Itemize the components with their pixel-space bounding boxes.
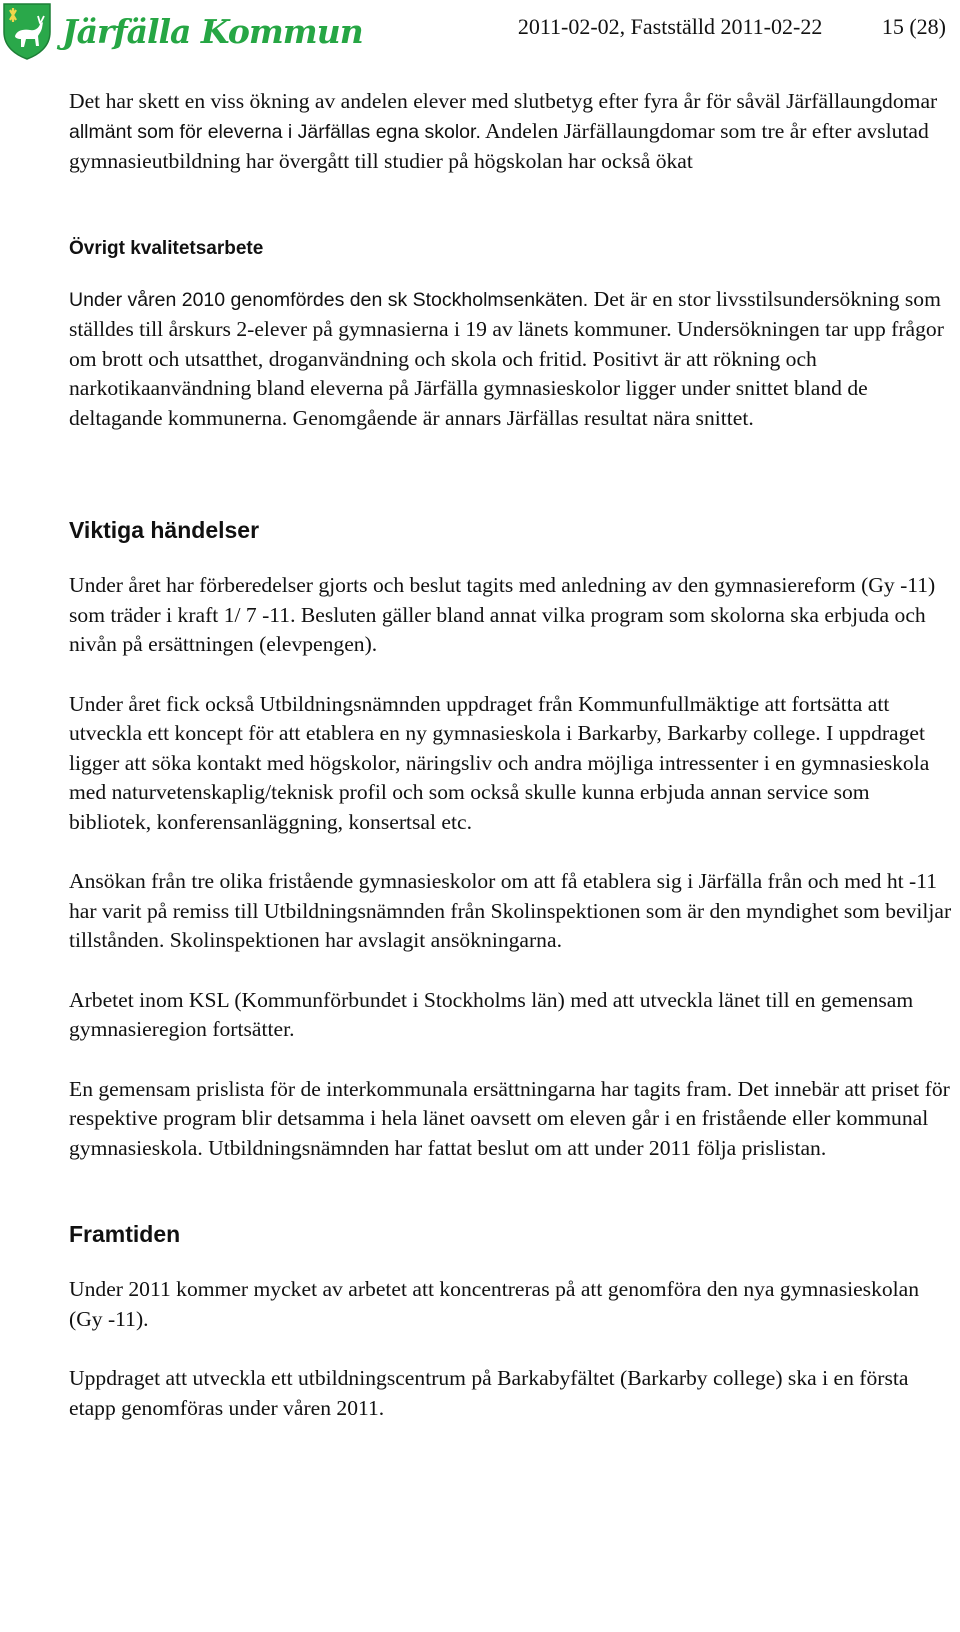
intro-text-b: allmänt som för eleverna i Järfällas egna skolor. xyxy=(69,120,481,143)
viktiga-paragraph-4: Arbetet inom KSL (Kommunförbundet i Stockholms län) med att utveckla länet till en gemensam gymnasieregion fortsätter. xyxy=(69,987,914,1041)
viktiga-paragraph-1: Under året har förberedelser gjorts och beslut tagits med anledning av den gymnasiereform (Gy -11) som träder i kraft 1/ 7 -11. Besluten gäller bland annat vilka program som skolorna ska erbjuda och nivån på ersättningen (elevpengen). xyxy=(69,573,936,656)
municipality-logo xyxy=(2,2,363,60)
viktiga-paragraph-5: En gemensam prislista för de interkommunala ersättningarna har tagits fram. Det innebär att priset för respektive program blir detsamma i hela länet oavsett om eleven går i en fristående eller kommunal gymnasieskola. Utbildningsnämnden har fattat beslut om att under 2011 följa prislistan. xyxy=(69,1076,950,1160)
ovrigt-paragraph xyxy=(69,285,957,434)
coat-of-arms-icon xyxy=(2,2,52,60)
section-heading-viktiga: Viktiga händelser xyxy=(69,517,260,543)
ovrigt-text-a: Under våren 2010 genomfördes den sk Stockholmsenkäten. xyxy=(69,288,589,311)
intro-text-a: Det har skett en viss ökning av andelen elever med slutbetyg efter fyra år för såväl Järfällaungdomar xyxy=(69,89,938,113)
logo-wordmark: Järfälla Kommun xyxy=(62,11,363,51)
page-number: 15 (28) xyxy=(881,14,946,39)
header-meta xyxy=(518,14,946,40)
page-header xyxy=(0,0,960,62)
intro-text-c: Andelen Järfällaungdomar som tre år efter avslutad gymnasieutbildning har övergått till studier på högskolan har också ökat xyxy=(69,118,929,173)
document-date: 2011-02-02, Fastställd 2011-02-22 xyxy=(517,14,823,39)
viktiga-paragraph-2: Under året fick också Utbildningsnämnden uppdraget från Kommunfullmäktige att fortsätta att utveckla ett koncept för att etablera en ny gymnasieskola i Barkarby, Barkarby college. I uppdraget ligger att söka kontakt med högskolor, näringsliv och andra möjliga intressenter i en gymnasieskola med naturvetenskaplig/teknisk profil och som också skulle kunna erbjuda annan service som bibliotek, konferensanläggning, konsertsal etc. xyxy=(69,691,930,834)
framtiden-paragraph-1: Under 2011 kommer mycket av arbetet att koncentreras på att genomföra den nya gymnasieskolan (Gy -11). xyxy=(69,1277,920,1331)
framtiden-paragraph-2: Uppdraget att utveckla ett utbildningscentrum på Barkabyfältet (Barkarby college) ska i en första etapp genomföras under våren 2011. xyxy=(69,1366,909,1420)
section-heading-framtiden: Framtiden xyxy=(69,1221,181,1247)
intro-paragraph xyxy=(69,87,957,177)
viktiga-paragraph-3: Ansökan från tre olika fristående gymnasieskolor om att få etablera sig i Järfälla från och med ht -11 har varit på remiss till Utbildningsnämnden från Skolinspektionen som är den myndighet som beviljar tillstånden. Skolinspektionen har avslagit ansökningarna. xyxy=(69,869,952,952)
document-body xyxy=(69,87,957,1423)
section-heading-ovrigt: Övrigt kvalitetsarbete xyxy=(69,237,264,259)
ovrigt-text-b: Det är en stor livsstilsundersökning som ställdes till årskurs 2-elever på gymnasierna i 19 av länets kommuner. Undersökningen tar upp frågor om brott och utsatthet, droganvändning och skola och fritid. Positivt är att rökning och narkotikaanvändning bland eleverna på Järfälla gymnasieskolor ligger under snittet bland de deltagande kommunerna. Genomgående är annars Järfällas resultat nära snittet. xyxy=(69,286,944,430)
